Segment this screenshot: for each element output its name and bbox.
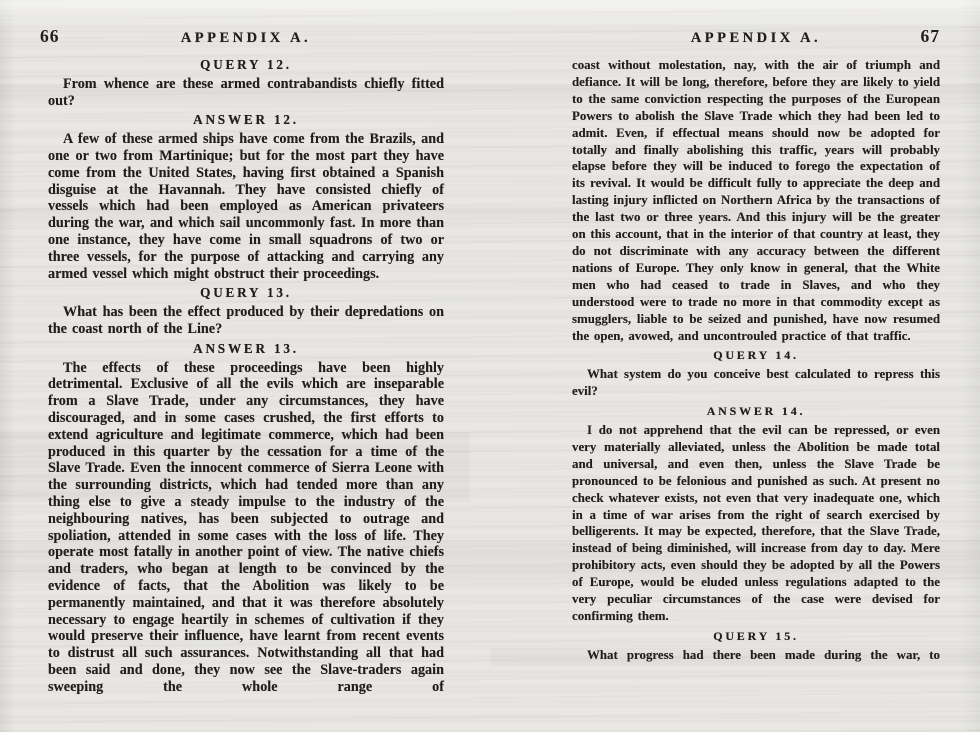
paragraph: I do not apprehend that the evil can be repressed, or even very materially alleviated, unless the Abolition be made total and universal, and even then, unless the Slave Trade be pronounced to be felonious and punished as such. At present no check whatever exists, not even that very inadequate one, which in a time of war arises from the right of search exercised by belligerents. It may be expected, therefore, that the Slave Trade, instead of being diminished, will increase from day to day. Mere prohibitory acts, even should they be adopted by all the Powers of Europe, would be eluded unless regulations adapted to the very peculiar circumstances of the case were devised for confirming them. <box>572 423 940 623</box>
right-page <box>572 26 940 664</box>
section-heading: ANSWER 14. <box>706 404 806 419</box>
section-heading: QUERY 13. <box>200 285 292 301</box>
left-page-header <box>40 26 444 52</box>
page-number-left: 66 <box>40 26 60 46</box>
paragraph: What system do you conceive best calculated to repress this evil? <box>572 367 940 399</box>
section-heading: ANSWER 12. <box>193 112 299 128</box>
right-page-header <box>572 26 940 52</box>
paragraph: What has been the effect produced by their depredations on the coast north of the Line? <box>48 304 444 337</box>
left-page <box>40 26 444 695</box>
section-answer-13-continued <box>572 57 940 344</box>
running-head-left: APPENDIX A. <box>180 30 312 46</box>
section-query-13 <box>48 285 444 337</box>
section-heading: QUERY 15. <box>713 628 799 643</box>
running-head-right: APPENDIX A. <box>690 30 822 46</box>
section-answer-12 <box>48 112 444 282</box>
paragraph: coast without molestation, nay, with the air of triumph and defiance. It will be long, therefore, before they are likely to yield to the same conviction respecting the purposes of the European Powers to abolish the Slave Trade which they had been led to admit. Even, if effectual means should now be adopted for totally and finally abolishing this traffic, years will probably elapse before they will be induced to forego the expectation of its revival. It would be difficult fully to appreciate the deep and lasting injury inflicted on Northern Africa by the transactions of the last two or three years. And this injury will be the greater on this account, that in the interior of that country at least, they do not discriminate with any accuracy between the different nations of Europe. They only know in general, that the White men who had ceased to trade in Slaves, and who they understood were to trade no more in that commodity except as smugglers, liable to be seized and punished, have now resumed the open, avowed, and uncontrouled practice of that traffic. <box>572 58 940 343</box>
section-heading: QUERY 14. <box>713 348 799 363</box>
paragraph: The effects of these proceedings have been highly detrimental. Exclusive of all the evils which are inseparable from a Slave Trade, under any circumstances, they have discouraged, and in some cases crushed, the first efforts to extend agriculture and legitimate commerce, which had been produced in this quarter by the cessation for a time of the Slave Trade. Even the innocent commerce of Sierra Leone with the surrounding districts, which had tended more than any thing else to give a steady impulse to the industry of the neighbouring natives, has been subjected to outrage and spoliation, attended in some cases with the loss of life. They operate most fatally in another point of view. The native chiefs and traders, who began at length to be convinced by the evidence of facts, that the Abolition was likely to be permanently maintained, and that it was therefore absolutely necessary to engage heartily in schemes of cultivation if they would preserve their influence, have learnt from recent events to distrust all such assurances. Notwithstanding all that had been said and done, they now see the Slave-traders again sweeping the whole range of <box>48 359 444 695</box>
paragraph: From whence are these armed contrabandists chiefly fitted out? <box>48 75 444 109</box>
section-query-14 <box>572 347 940 400</box>
section-query-12 <box>48 57 444 109</box>
section-query-15 <box>572 628 940 664</box>
section-heading: ANSWER 13. <box>193 340 299 356</box>
page-number-right: 67 <box>920 26 940 46</box>
section-heading: QUERY 12. <box>200 57 292 72</box>
paragraph: A few of these armed ships have come from the Brazils, and one or two from Martinique; but for the most part they have come from the United States, having first obtained a Spanish disguise at the Havannah. They have consisted chiefly of vessels which had been employed as American privateers during the war, and which sail uncommonly fast. In more than one instance, they have come in small squadrons of two or three vessels, for the purpose of attacking and carrying any armed vessel which might obstruct their proceedings. <box>48 131 444 282</box>
section-answer-13 <box>48 341 444 696</box>
paragraph: What progress had there been made during the war, to <box>587 647 940 662</box>
section-answer-14 <box>572 403 940 625</box>
